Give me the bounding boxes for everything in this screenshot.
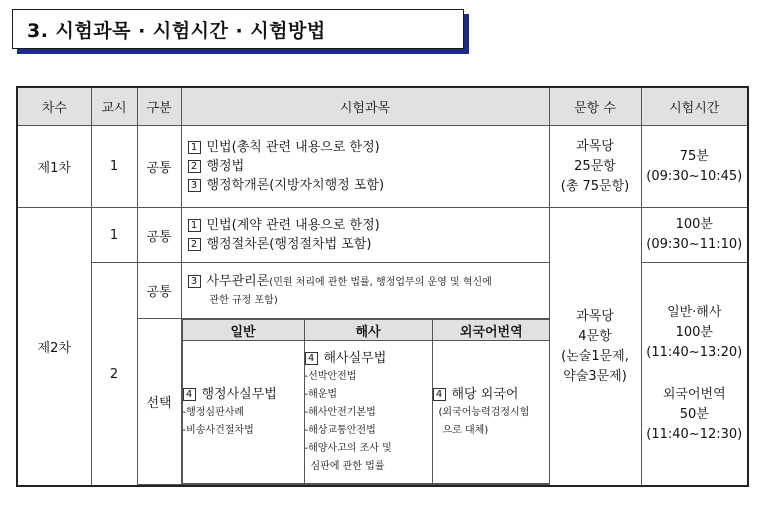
round2-p2-common-category: 공통 (137, 263, 181, 319)
table-header-row (17, 87, 748, 126)
elective-header-general: 일반 (182, 320, 304, 341)
round2-p2-elective-category: 선택 (137, 319, 181, 485)
subject-item: 1 민법(계약 관련 내용으로 한정) (188, 216, 549, 235)
elective-translation: 4 해당 외국어 (외국어능력검정시험 으로 대체) (432, 341, 550, 484)
round1-category: 공통 (137, 126, 181, 208)
exam-schedule-table (16, 86, 749, 487)
elective-header-maritime: 해사 (304, 320, 432, 341)
subject-item: 3 행정학개론(지방자치행정 포함) (188, 176, 549, 195)
round2-p2-period: 2 (91, 263, 137, 487)
list-item: -해양사고의 조사 및 (304, 442, 392, 454)
list-item: -해운법 (304, 388, 338, 400)
round1-time: 75분 (09:30~10:45) (641, 126, 748, 208)
round1-period: 1 (91, 126, 137, 208)
subject-item: 2 행정법 (188, 157, 549, 176)
list-item: -선박안전법 (304, 370, 357, 382)
round1-questions: 과목당 25문항 (총 75문항) (549, 126, 641, 208)
list-item: -해사안전기본법 (304, 406, 376, 418)
round2-p1-period: 1 (91, 208, 137, 263)
elective-maritime: 4 해사실무법 -선박안전법 -해운법 -해사안전기본법 -해상교통안전법 -해양사고의 조사 및 심판에 관한 법률 (304, 341, 432, 484)
round1-subjects (181, 126, 549, 208)
section-title (12, 9, 464, 49)
list-item: -비송사건절차법 (182, 424, 254, 436)
round2-label: 제2차 (17, 208, 91, 487)
list-item: 심판에 관한 법률 (310, 460, 385, 472)
elective-header-row (182, 320, 550, 341)
list-item: -행정심판사례 (182, 406, 245, 418)
list-item: (외국어능력검정시험 (438, 406, 530, 418)
round2-p1-category: 공통 (137, 208, 181, 263)
header-round: 차수 (17, 87, 91, 126)
header-subjects: 시험과목 (181, 87, 549, 126)
round2-p1-time: 100분 (09:30~11:10) (641, 208, 748, 263)
elective-subjects (181, 319, 549, 485)
elective-general: 4 행정사실무법 -행정심판사례 -비송사건절차법 (182, 341, 304, 484)
section-title-text: 3. 시험과목 · 시험시간 · 시험방법 (27, 19, 326, 42)
round2-p2-common-subject: 3 사무관리론(민원 처리에 관한 법률, 행정업무의 운영 및 혁신에 관한 규정 포함) (181, 263, 549, 319)
round1-label: 제1차 (17, 126, 91, 208)
elective-header-translation: 외국어번역 (432, 320, 550, 341)
subject-item: 3 사무관리론(민원 처리에 관한 법률, 행정업무의 운영 및 혁신에 (188, 272, 549, 292)
list-item: -해상교통안전법 (304, 424, 376, 436)
round2-p1-subjects (181, 208, 549, 263)
elective-body-row (182, 341, 550, 484)
table-row-round2-p1 (17, 208, 748, 263)
header-period: 교시 (91, 87, 137, 126)
elective-table (182, 319, 551, 484)
round2-p2-time: 일반·해사 100분 (11:40~13:20) 외국어번역 50분 (11:40~12:30) (641, 263, 748, 487)
table-row-round1 (17, 126, 748, 208)
subject-item: 1 민법(총칙 관련 내용으로 한정) (188, 138, 549, 157)
round2-questions: 과목당 4문항 (논술1문제, 약술3문제) (549, 208, 641, 487)
header-time: 시험시간 (641, 87, 748, 126)
header-category: 구분 (137, 87, 181, 126)
list-item: 으로 대체) (442, 424, 489, 436)
header-questions: 문항 수 (549, 87, 641, 126)
subject-item: 2 행정절차론(행정절차법 포함) (188, 235, 549, 254)
